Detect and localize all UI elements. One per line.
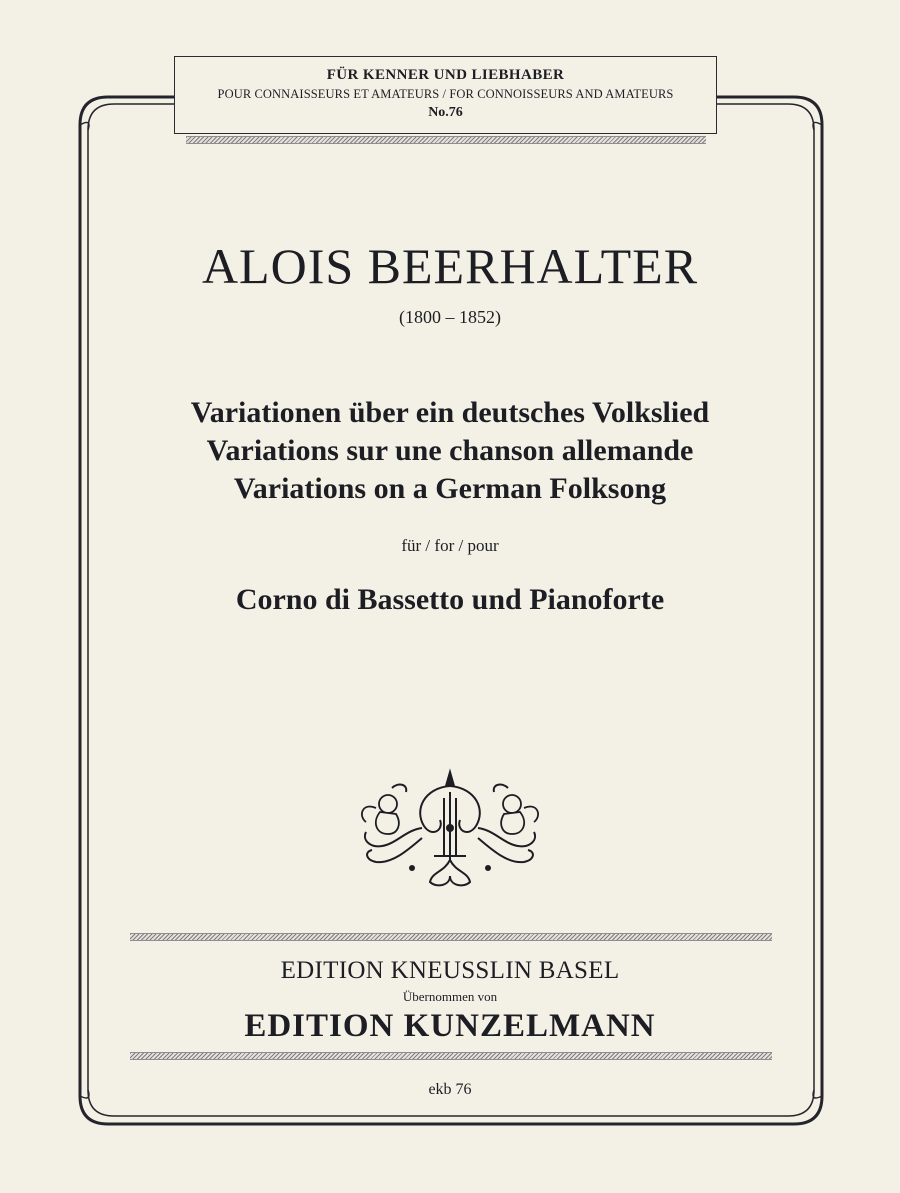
- lyre-with-cherubs-icon: [352, 768, 548, 896]
- instrumentation: Corno di Bassetto und Pianoforte: [235, 583, 665, 616]
- for-label: für / for / pour: [401, 536, 499, 555]
- work-titles: [0, 394, 900, 508]
- title-english: Variations on a German Folksong: [233, 472, 667, 505]
- series-number: No.76: [428, 105, 463, 120]
- series-label-box: [174, 56, 717, 134]
- hatched-rule-top: [186, 136, 706, 144]
- composer-dates: (1800 – 1852): [399, 307, 501, 327]
- title-french: Variations sur une chanson allemande: [206, 434, 694, 467]
- successor-publisher: EDITION KUNZELMANN: [244, 1008, 656, 1044]
- series-title: FÜR KENNER UND LIEBHABER: [326, 67, 565, 83]
- title-german: Variationen über ein deutsches Volkslied: [190, 396, 710, 429]
- series-subtitle: POUR CONNAISSEURS ET AMATEURS / FOR CONNOISSEURS AND AMATEURS: [217, 87, 674, 101]
- composer-name: ALOIS BEERHALTER: [201, 238, 699, 294]
- taken-over-label: Übernommen von: [402, 989, 498, 1004]
- publisher-name: EDITION KNEUSSLIN BASEL: [280, 957, 620, 984]
- hatched-rule-bottom: [130, 1052, 772, 1060]
- hatched-rule-middle: [130, 933, 772, 941]
- catalog-number: ekb 76: [428, 1081, 472, 1098]
